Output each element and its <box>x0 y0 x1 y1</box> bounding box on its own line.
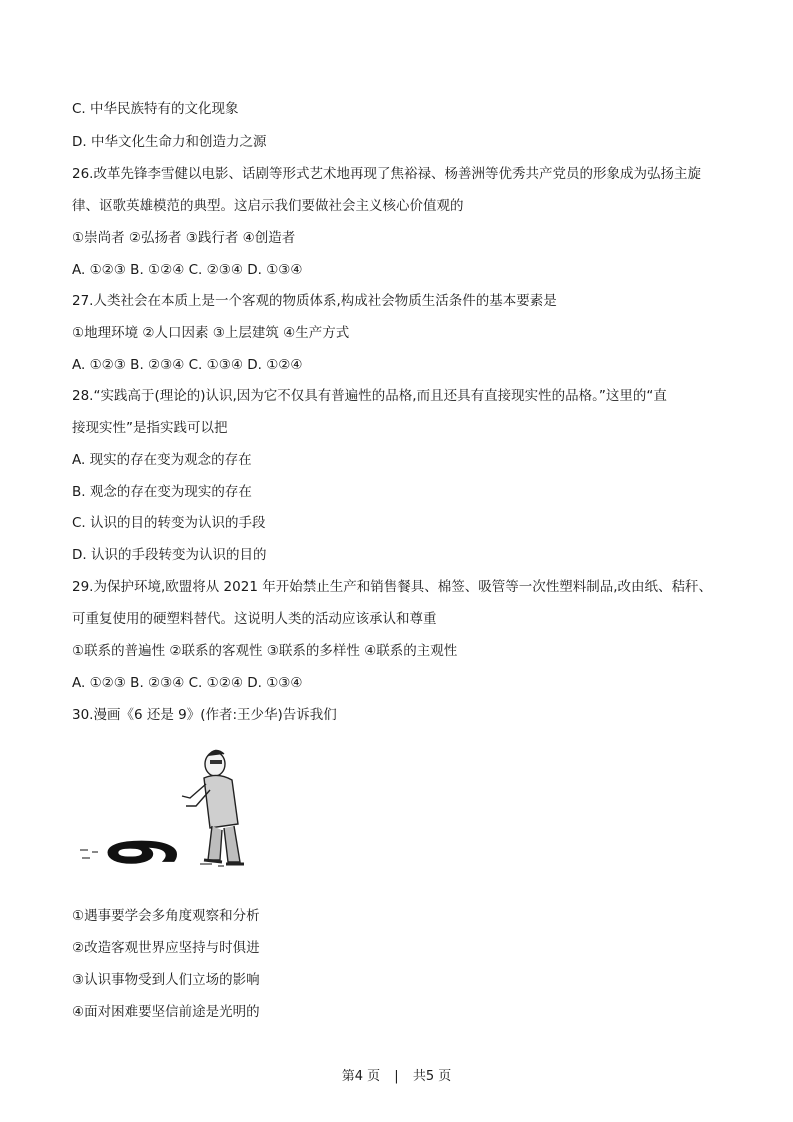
q30-item-3: ③认识事物受到人们立场的影响 <box>72 972 260 988</box>
page-total: 共5 页 <box>412 1069 452 1084</box>
q30-item-2: ②改造客观世界应坚持与时俱进 <box>72 940 260 956</box>
q25-option-d: D. 中华文化生命力和创造力之源 <box>72 134 267 150</box>
q30-item-4: ④面对困难要坚信前途是光明的 <box>72 1004 260 1020</box>
q29-options: A. ①②③ B. ②③④ C. ①②④ D. ①③④ <box>72 675 303 691</box>
q28-option-c: C. 认识的目的转变为认识的手段 <box>72 515 266 531</box>
q28-stem-line1: 28.“实践高于(理论的)认识,因为它不仅具有普遍性的品格,而且还具有直接现实性的品格。”这里的“直 <box>72 388 667 404</box>
q27-stem: 27.人类社会在本质上是一个客观的物质体系,构成社会物质生活条件的基本要素是 <box>72 293 557 309</box>
q26-options: A. ①②③ B. ①②④ C. ②③④ D. ①③④ <box>72 262 303 278</box>
page-number: 第4 页 <box>341 1069 381 1084</box>
q26-stem-line1: 26.改革先锋李雪健以电影、话剧等形式艺术地再现了焦裕禄、杨善洲等优秀共产党员的形象成为弘扬主旋 <box>72 166 701 182</box>
q25-option-c: C. 中华民族特有的文化现象 <box>72 101 239 117</box>
q26-stem-line2: 律、讴歌英雄模范的典型。这启示我们要做社会主义核心价值观的 <box>72 198 464 214</box>
q28-option-b: B. 观念的存在变为现实的存在 <box>72 484 252 500</box>
q27-items: ①地理环境 ②人口因素 ③上层建筑 ④生产方式 <box>72 325 350 341</box>
q30-item-1: ①遇事要学会多角度观察和分析 <box>72 908 260 924</box>
q29-stem-line2: 可重复使用的硬塑料替代。这说明人类的活动应该承认和尊重 <box>72 611 437 627</box>
q29-stem-line1: 29.为保护环境,欧盟将从 2021 年开始禁止生产和销售餐具、棉签、吸管等一次性塑料制品,改由纸、秸秆、 <box>72 579 712 595</box>
q29-items: ①联系的普遍性 ②联系的客观性 ③联系的多样性 ④联系的主观性 <box>72 643 458 659</box>
page-footer <box>0 1065 793 1084</box>
footer-separator: | <box>394 1069 399 1084</box>
q28-option-a: A. 现实的存在变为观念的存在 <box>72 452 252 468</box>
cartoon-six-or-nine <box>72 740 262 872</box>
q28-stem-line2: 接现实性”是指实践可以把 <box>72 420 228 436</box>
ground-digit: 9 <box>89 838 198 866</box>
q30-stem: 30.漫画《6 还是 9》(作者:王少华)告诉我们 <box>72 707 337 723</box>
q26-items: ①崇尚者 ②弘扬者 ③践行者 ④创造者 <box>72 230 296 246</box>
q27-options: A. ①②③ B. ②③④ C. ①③④ D. ①②④ <box>72 357 303 373</box>
q28-option-d: D. 认识的手段转变为认识的目的 <box>72 547 267 563</box>
